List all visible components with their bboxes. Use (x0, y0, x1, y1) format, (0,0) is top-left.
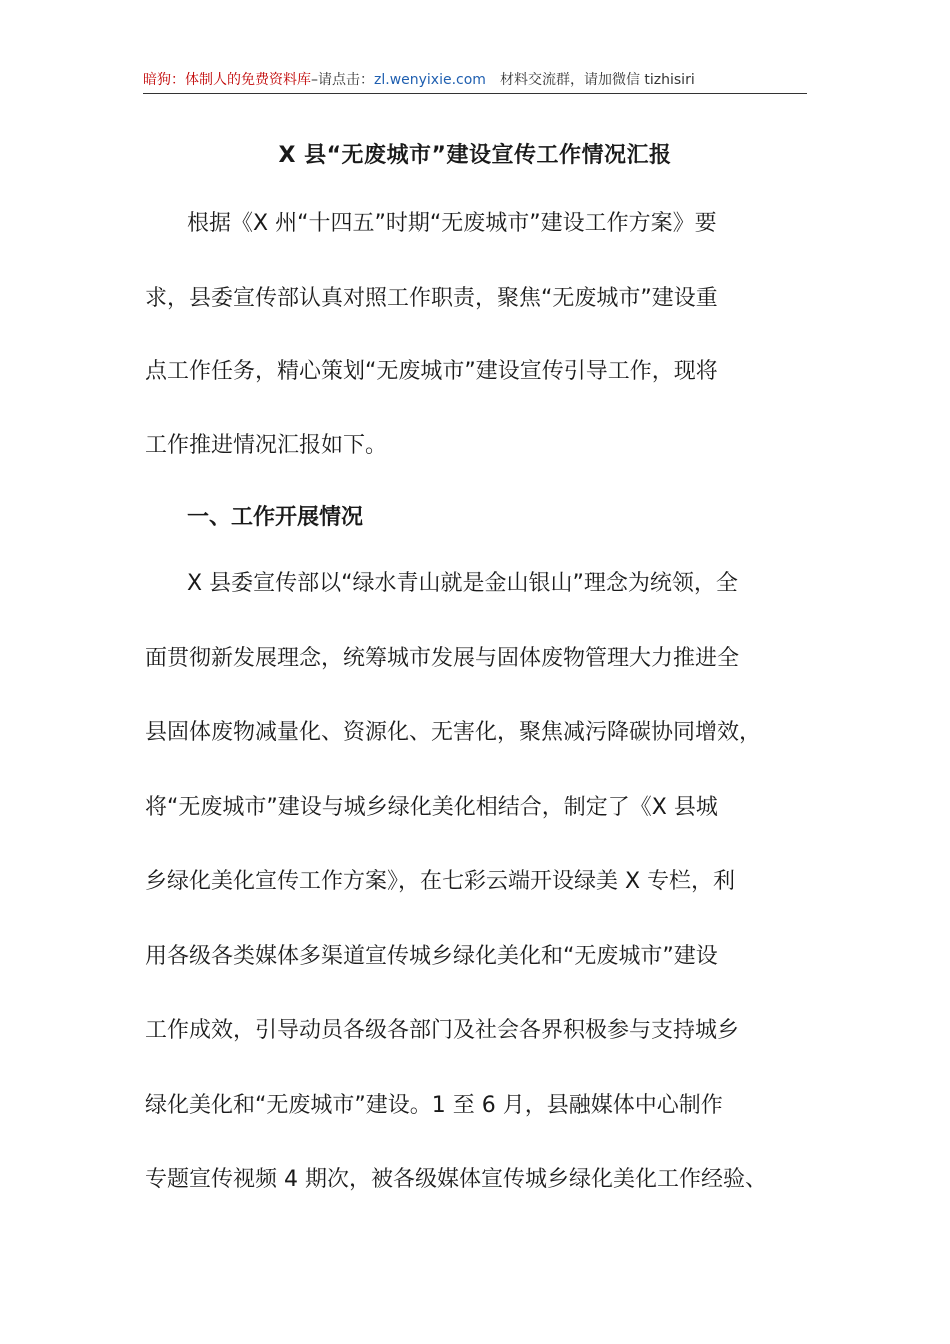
paragraph-line: 面贯彻新发展理念，统筹城市发展与固体废物管理大力推进全 (145, 646, 740, 671)
page-header (143, 70, 807, 94)
paragraph-line: 求，县委宣传部认真对照工作职责，聚焦“无废城市”建设重 (145, 286, 718, 311)
header-link[interactable]: zl.wenyixie.com (374, 72, 486, 88)
header-prefix: 暗狗：体制人的免费资料库 (143, 72, 311, 88)
header-suffix: 材料交流群，请加微信 tizhisiri (499, 72, 695, 88)
paragraph-line: 根据《X 州“十四五”时期“无废城市”建设工作方案》要 (187, 211, 717, 236)
header-middle: –请点击： (311, 72, 374, 88)
paragraph-line: 县固体废物减量化、资源化、无害化，聚焦减污降碳协同增效， (145, 720, 762, 745)
paragraph-line: 专题宣传视频 4 期次，被各级媒体宣传城乡绿化美化工作经验、 (145, 1167, 767, 1192)
paragraph-line: X 县委宣传部以“绿水青山就是金山银山”理念为统领，全 (187, 571, 738, 596)
paragraph-line: 乡绿化美化宣传工作方案》，在七彩云端开设绿美 X 专栏，利 (145, 869, 736, 894)
paragraph-line: 将“无废城市”建设与城乡绿化美化相结合，制定了《X 县城 (145, 795, 718, 820)
paragraph-line: 用各级各类媒体多渠道宣传城乡绿化美化和“无废城市”建设 (145, 944, 718, 969)
section-heading: 一、工作开展情况 (187, 505, 364, 530)
document-title: X 县“无废城市”建设宣传工作情况汇报 (278, 143, 672, 168)
paragraph-line: 工作成效，引导动员各级各部门及社会各界积极参与支持城乡 (145, 1018, 740, 1043)
paragraph-line: 绿化美化和“无废城市”建设。1 至 6 月，县融媒体中心制作 (145, 1093, 723, 1118)
paragraph-line: 工作推进情况汇报如下。 (145, 433, 388, 458)
paragraph-line: 点工作任务，精心策划“无废城市”建设宣传引导工作，现将 (145, 359, 718, 384)
